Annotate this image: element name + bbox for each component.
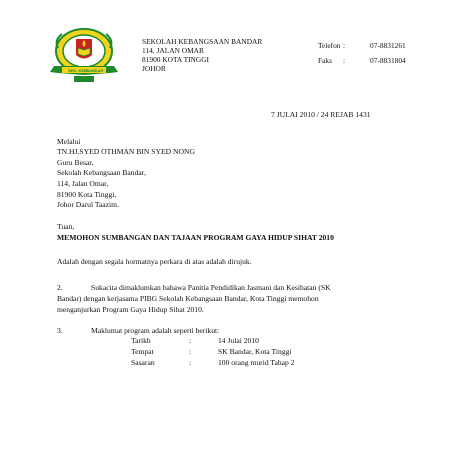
detail-sep: : — [189, 358, 192, 367]
detail-value: 14 Julai 2010 — [218, 336, 259, 345]
para2-number: 2. — [57, 283, 63, 292]
para2-line: Bandar) dengan kerjasama PIBG Sekolah Kebangsaan Bandar, Kota Tinggi memohon — [57, 294, 319, 303]
detail-label: Sasaran — [131, 358, 155, 367]
recipient-line: Sekolah Kebangsaan Bandar, — [57, 168, 146, 177]
crest-banner-text-2: BANDAR — [86, 68, 104, 73]
opening-paragraph: Adalah dengan segala hormatnya perkara di atas adalah dirujuk. — [57, 257, 252, 266]
fax-label: Faks — [318, 56, 332, 65]
recipient-line: Melalui — [57, 137, 81, 146]
detail-sep: : — [189, 336, 192, 345]
detail-value: 100 orang murid Tahap 2 — [218, 358, 295, 367]
para2-line: Sukacita dimaklumkan bahawa Panitia Pendidikan Jasmani dan Kesihatan (SK — [91, 283, 331, 292]
recipient-line: Johor Darul Taazim. — [57, 200, 119, 209]
fax-sep: : — [343, 56, 346, 65]
phone-value: 07-8831261 — [370, 41, 406, 50]
recipient-line: Guru Besar, — [57, 158, 94, 167]
recipient-line: 81900 Kota Tinggi, — [57, 190, 117, 199]
detail-value: SK Bandar, Kota Tinggi — [218, 347, 292, 356]
detail-sep: : — [189, 347, 192, 356]
school-name: SEKOLAH KEBANGSAAN BANDAR — [142, 37, 263, 46]
para3-number: 3. — [57, 326, 63, 335]
recipient-line: 114, Jalan Omar, — [57, 179, 109, 188]
fax-value: 07-8831804 — [370, 56, 406, 65]
para3-text: Maklumat program adalah seperti berikut: — [91, 326, 220, 335]
salutation: Tuan, — [57, 222, 75, 231]
detail-label: Tarikh — [131, 336, 151, 345]
letter-date: 7 JULAI 2010 / 24 REJAB 1431 — [271, 110, 371, 119]
para2-line: menganjurkan Program Gaya Hidup Sihat 2010. — [57, 305, 204, 314]
recipient-line: TN.HJ.SYED OTHMAN BIN SYED NONG — [57, 147, 195, 156]
school-street: 114, JALAN OMAR — [142, 46, 204, 55]
school-postcode: 81900 KOTA TINGGI — [142, 55, 210, 64]
crest-banner-text: SEK. KEB. — [68, 68, 89, 73]
detail-label: Tempat — [131, 347, 154, 356]
letter-subject: MEMOHON SUMBANGAN DAN TAJAAN PROGRAM GAYA HIDUP SIHAT 2010 — [57, 233, 334, 242]
phone-sep: : — [343, 41, 346, 50]
school-crest-icon — [48, 22, 120, 84]
school-state: JOHOR — [142, 64, 166, 73]
phone-label: Telefon — [318, 41, 341, 50]
